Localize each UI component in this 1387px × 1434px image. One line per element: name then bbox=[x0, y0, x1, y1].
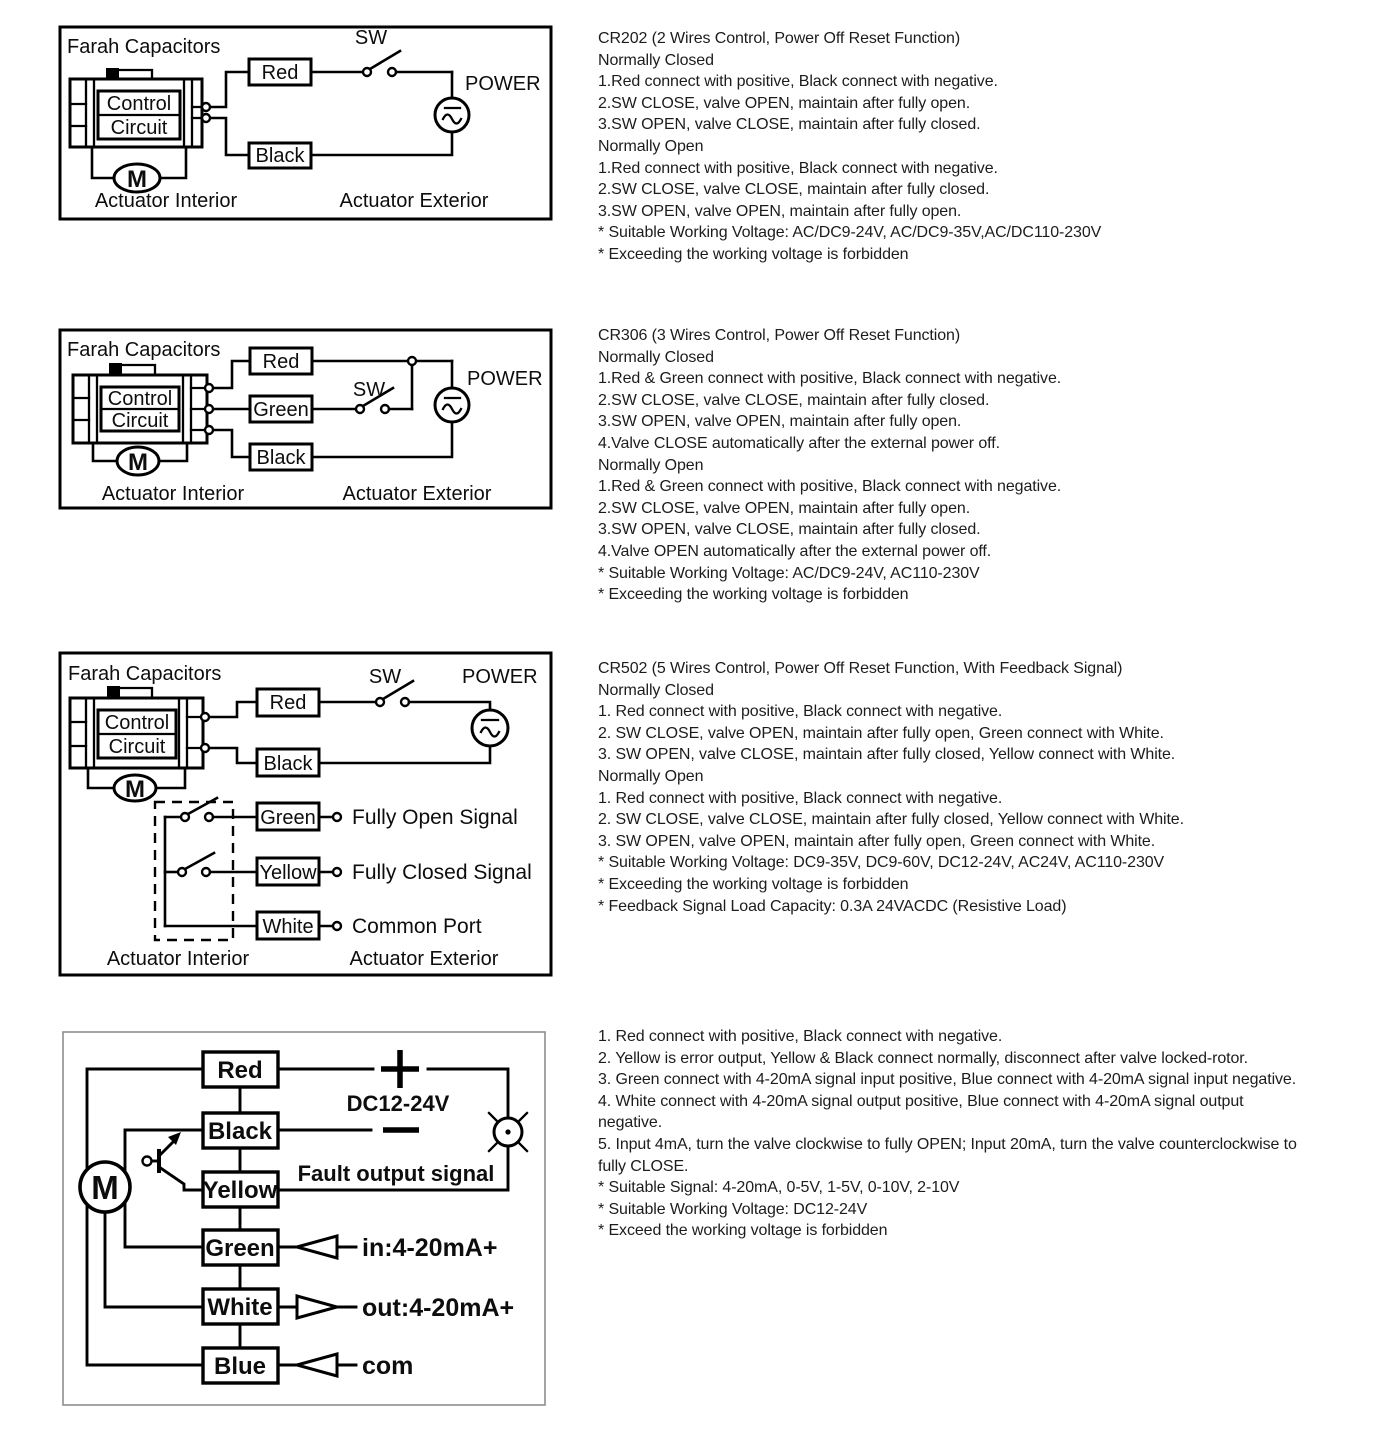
control-circuit-assembly-icon bbox=[70, 686, 203, 768]
fully-closed-signal-label: Fully Closed Signal bbox=[352, 861, 532, 884]
note-line: 2. Yellow is error output, Yellow & Black connect normally, disconnect after valve locked-rotor. bbox=[598, 1049, 1249, 1067]
farah-capacitors-label: Farah Capacitors bbox=[67, 36, 221, 58]
white-wire-label: White bbox=[207, 1294, 273, 1321]
note-line: * Exceed the working voltage is forbidden bbox=[598, 1222, 888, 1240]
note-line: 1. Red connect with positive, Black connect with negative. bbox=[598, 789, 1003, 807]
note-line: CR202 (2 Wires Control, Power Off Reset Function) bbox=[598, 30, 961, 47]
terminal-icon bbox=[201, 713, 209, 721]
power-source-icon bbox=[472, 710, 508, 746]
power-source-icon bbox=[435, 388, 469, 422]
plus-symbol bbox=[381, 1050, 419, 1088]
circuit-label: Circuit bbox=[111, 410, 169, 432]
note-line: 2.SW CLOSE, valve OPEN, maintain after fully open. bbox=[598, 94, 971, 112]
terminal-icon bbox=[205, 426, 213, 434]
note-line: * Exceeding the working voltage is forbidden bbox=[598, 875, 909, 893]
actuator-exterior-label: Actuator Exterior bbox=[349, 948, 499, 970]
capacitor-icon bbox=[107, 686, 120, 698]
yellow-wire-label: Yellow bbox=[259, 862, 317, 884]
cr502-notes bbox=[598, 658, 1387, 917]
actuator-exterior-label: Actuator Exterior bbox=[342, 483, 492, 505]
note-line: * Exceeding the working voltage is forbidden bbox=[598, 245, 909, 263]
red-wire-label: Red bbox=[217, 1057, 263, 1084]
note-line: * Suitable Working Voltage: DC9-35V, DC9-60V, DC12-24V, AC24V, AC110-230V bbox=[598, 854, 1165, 872]
black-wire-label: Black bbox=[207, 1118, 273, 1145]
terminal-icon bbox=[202, 103, 210, 111]
note-line: 1. Red connect with positive, Black connect with negative. bbox=[598, 703, 1003, 721]
capacitor-icon bbox=[106, 68, 119, 79]
common-signal-label: com bbox=[362, 1352, 414, 1380]
actuator-interior-label: Actuator Interior bbox=[106, 948, 250, 970]
note-line: 3. SW OPEN, valve OPEN, maintain after fully open, Green connect with White. bbox=[598, 832, 1156, 850]
terminal-icon bbox=[205, 384, 213, 392]
note-line: * Feedback Signal Load Capacity: 0.3A 24VACDC (Resistive Load) bbox=[598, 897, 1067, 915]
note-line: * Suitable Working Voltage: DC12-24V bbox=[598, 1200, 868, 1218]
output-arrow-icon bbox=[297, 1296, 337, 1318]
note-line: fully CLOSE. bbox=[598, 1157, 689, 1175]
cr306-wiring-diagram bbox=[0, 320, 560, 516]
note-line: 2. SW CLOSE, valve CLOSE, maintain after fully closed, Yellow connect with White. bbox=[598, 811, 1184, 829]
transistor-icon bbox=[143, 1132, 204, 1190]
control-circuit-assembly-icon bbox=[73, 363, 207, 443]
analog-notes bbox=[598, 1026, 1387, 1242]
note-line: 5. Input 4mA, turn the valve clockwise to fully OPEN; Input 20mA, turn the valve counterclockwise to bbox=[598, 1135, 1297, 1153]
black-to-green-wire bbox=[125, 1130, 203, 1247]
terminal-icon bbox=[333, 922, 341, 930]
power-label: POWER bbox=[467, 368, 543, 390]
note-line: * Suitable Working Voltage: AC/DC9-24V, AC110-230V bbox=[598, 564, 980, 582]
note-line: 3.SW OPEN, valve OPEN, maintain after fully open. bbox=[598, 413, 962, 431]
power-label: POWER bbox=[465, 73, 541, 95]
note-line: 3. Green connect with 4-20mA signal input positive, Blue connect with 4-20mA signal input negative. bbox=[598, 1071, 1297, 1089]
red-wire-label: Red bbox=[262, 351, 300, 373]
farah-capacitors-label: Farah Capacitors bbox=[68, 663, 222, 685]
note-line: * Suitable Working Voltage: AC/DC9-24V, AC/DC9-35V,AC/DC110-230V bbox=[598, 224, 1102, 242]
fully-open-signal-label: Fully Open Signal bbox=[352, 806, 518, 829]
note-line: 1.Red connect with positive, Black connect with negative. bbox=[598, 73, 998, 91]
analog-wiring-diagram bbox=[0, 1020, 560, 1418]
motor-icon bbox=[80, 1162, 130, 1212]
note-line: 3.SW OPEN, valve CLOSE, maintain after fully closed. bbox=[598, 521, 981, 539]
note-line: CR502 (5 Wires Control, Power Off Reset Function, With Feedback Signal) bbox=[598, 660, 1123, 677]
note-line: 1. Red connect with positive, Black connect with negative. bbox=[598, 1028, 1003, 1045]
common-arrow-icon bbox=[297, 1354, 337, 1376]
control-label: Control bbox=[106, 93, 172, 115]
motor-label: M bbox=[127, 166, 147, 193]
control-label: Control bbox=[107, 388, 173, 410]
note-line: * Suitable Signal: 4-20mA, 0-5V, 1-5V, 0-10V, 2-10V bbox=[598, 1179, 960, 1197]
control-circuit-assembly-icon bbox=[70, 68, 202, 147]
control-label: Control bbox=[104, 712, 170, 734]
green-wire-label: Green bbox=[205, 1235, 275, 1262]
power-label: POWER bbox=[462, 666, 538, 688]
fault-output-label: Fault output signal bbox=[297, 1161, 495, 1186]
red-wire-label: Red bbox=[261, 62, 299, 84]
black-wire-label: Black bbox=[263, 753, 313, 775]
white-wire-label: White bbox=[262, 916, 314, 938]
cr306-notes bbox=[598, 325, 1387, 606]
note-line: Normally Closed bbox=[598, 681, 714, 699]
note-line: 2.SW CLOSE, valve OPEN, maintain after fully open. bbox=[598, 499, 971, 517]
junction-node-icon bbox=[408, 357, 416, 365]
note-line: Normally Open bbox=[598, 767, 704, 785]
note-line: 4.Valve OPEN automatically after the external power off. bbox=[598, 542, 992, 560]
terminal-icon bbox=[201, 744, 209, 752]
motor-label: M bbox=[125, 776, 145, 803]
motor-to-white-wire bbox=[105, 1195, 203, 1307]
note-line: 1.Red & Green connect with positive, Black connect with negative. bbox=[598, 370, 1062, 388]
note-line: 3.SW OPEN, valve CLOSE, maintain after fully closed. bbox=[598, 116, 981, 134]
sw-label: SW bbox=[352, 379, 386, 401]
note-line: 3. SW OPEN, valve CLOSE, maintain after fully closed, Yellow connect with White. bbox=[598, 746, 1176, 764]
note-line: CR306 (3 Wires Control, Power Off Reset Function) bbox=[598, 327, 961, 344]
terminal-icon bbox=[333, 813, 341, 821]
sw-label: SW bbox=[368, 666, 402, 688]
farah-capacitors-label: Farah Capacitors bbox=[67, 339, 221, 361]
capacitor-icon bbox=[109, 363, 122, 375]
cr502-wiring-diagram bbox=[0, 645, 560, 985]
actuator-interior-label: Actuator Interior bbox=[101, 483, 245, 505]
note-line: 4. White connect with 4-20mA signal output positive, Blue connect with 4-20mA signal output bbox=[598, 1092, 1244, 1110]
note-line: 1.Red connect with positive, Black connect with negative. bbox=[598, 159, 998, 177]
black-wire-label: Black bbox=[256, 447, 306, 469]
note-line: Normally Closed bbox=[598, 348, 714, 366]
circuit-label: Circuit bbox=[110, 117, 168, 139]
power-source-icon bbox=[435, 98, 469, 132]
circuit-label: Circuit bbox=[108, 736, 166, 758]
note-line: 2.SW CLOSE, valve CLOSE, maintain after fully closed. bbox=[598, 391, 990, 409]
note-line: Normally Open bbox=[598, 137, 704, 155]
note-line: 3.SW OPEN, valve OPEN, maintain after fully open. bbox=[598, 202, 962, 220]
terminal-icon bbox=[202, 114, 210, 122]
blue-wire-label: Blue bbox=[213, 1353, 267, 1380]
terminal-icon bbox=[205, 405, 213, 413]
actuator-exterior-label: Actuator Exterior bbox=[339, 190, 489, 212]
note-line: 2. SW CLOSE, valve OPEN, maintain after fully open, Green connect with White. bbox=[598, 724, 1164, 742]
green-wire-label: Green bbox=[260, 807, 316, 829]
terminal-icon bbox=[333, 868, 341, 876]
motor-label: M bbox=[128, 449, 148, 476]
black-wire-label: Black bbox=[255, 145, 305, 167]
cr202-wiring-diagram bbox=[0, 0, 560, 232]
note-line: negative. bbox=[598, 1114, 663, 1132]
red-wire-label: Red bbox=[269, 692, 307, 714]
sw-label: SW bbox=[354, 27, 388, 49]
green-wire-label: Green bbox=[253, 399, 309, 421]
actuator-interior-label: Actuator Interior bbox=[94, 190, 238, 212]
note-line: 1.Red & Green connect with positive, Black connect with negative. bbox=[598, 478, 1062, 496]
common-port-label: Common Port bbox=[352, 915, 482, 938]
note-line: Normally Closed bbox=[598, 51, 714, 69]
note-line: * Exceeding the working voltage is forbidden bbox=[598, 586, 909, 604]
cr202-notes bbox=[598, 28, 1387, 266]
note-line: Normally Open bbox=[598, 456, 704, 474]
supply-voltage-label: DC12-24V bbox=[346, 1091, 450, 1116]
output-signal-label: out:4-20mA+ bbox=[362, 1294, 515, 1322]
motor-label: M bbox=[91, 1169, 119, 1206]
input-signal-label: in:4-20mA+ bbox=[362, 1234, 498, 1262]
diagram-border bbox=[63, 1032, 545, 1405]
yellow-wire-label: Yellow bbox=[202, 1177, 278, 1204]
input-arrow-icon bbox=[297, 1236, 337, 1258]
note-line: 4.Valve CLOSE automatically after the external power off. bbox=[598, 434, 1000, 452]
note-line: 2.SW CLOSE, valve CLOSE, maintain after fully closed. bbox=[598, 181, 990, 199]
